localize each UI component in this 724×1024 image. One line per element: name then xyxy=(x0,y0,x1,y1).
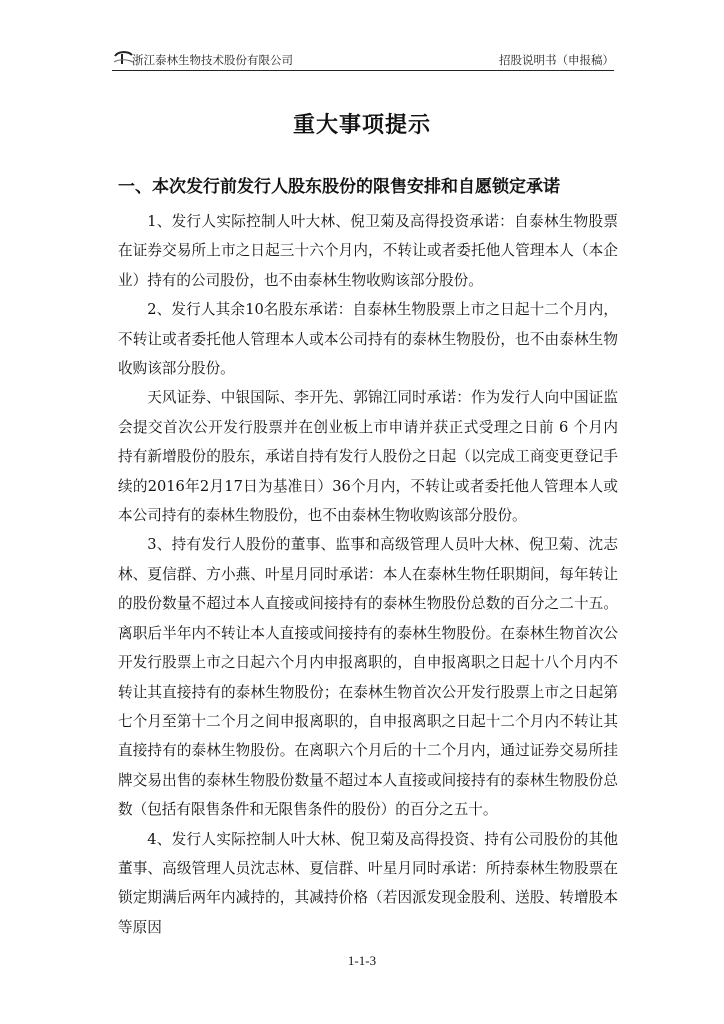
page-title: 重大事项提示 xyxy=(292,113,431,138)
page-header xyxy=(112,48,614,71)
paragraph-3: 天风证券、中银国际、李开先、郭锦江同时承诺：作为发行人向中国证监会提交首次公开发行股票并在创业板上市申请并获正式受理之日前 6 个月内持有新增股份的股东，承诺自持有发行人股份之日起（以完成工商变更登记手续的2016年2月17日为基准日）36个月内，不转让或者委托他人管理本人或本公司持有的泰林生物股份，也不由泰林生物收购该部分股份。 xyxy=(118,389,618,525)
body-text xyxy=(118,207,618,942)
paragraph-1: 1、发行人实际控制人叶大林、倪卫菊及高得投资承诺：自泰林生物股票在证券交易所上市之日起三十六个月内，不转让或者委托他人管理本人（本企业）持有的公司股份，也不由泰林生物收购该部分股份。 xyxy=(118,213,618,289)
company-name: 浙江泰林生物技术股份有限公司 xyxy=(132,53,293,67)
paragraph-4: 3、持有发行人股份的董事、监事和高级管理人员叶大林、倪卫菊、沈志林、夏信群、方小燕、叶星月同时承诺：本人在泰林生物任职期间，每年转让的股份数量不超过本人直接或间接持有的泰林生物股份总数的百分之二十五。离职后半年内不转让本人直接或间接持有的泰林生物股份。在泰林生物首次公开发行股票上市之日起六个月内申报离职的，自申报离职之日起十八个月内不转让其直接持有的泰林生物股份；在泰林生物首次公开发行股票上市之日起第七个月至第十二个月之间申报离职的，自申报离职之日起十二个月内不转让其直接持有的泰林生物股份。在离职六个月后的十二个月内，通过证券交易所挂牌交易出售的泰林生物股份数量不超过本人直接或间接持有的泰林生物股份总数（包括有限售条件和无限售条件的股份）的百分之五十。 xyxy=(118,536,618,819)
company-logo xyxy=(112,50,134,66)
section-heading: 一、本次发行前发行人股东股份的限售安排和自愿锁定承诺 xyxy=(118,177,560,197)
paragraph-2: 2、发行人其余10名股东承诺：自泰林生物股票上市之日起十二个月内，不转让或者委托他人管理本人或本公司持有的泰林生物股份，也不由泰林生物收购该部分股份。 xyxy=(118,301,618,378)
document-type: 招股说明书（申报稿） xyxy=(499,53,614,67)
paragraph-5: 4、发行人实际控制人叶大林、倪卫菊及高得投资、持有公司股份的其他董事、高级管理人员沈志林、夏信群、叶星月同时承诺：所持泰林生物股票在锁定期满后两年内减持的，其减持价格（若因派发现金股利、送股、转增股本等原因 xyxy=(118,830,618,936)
page-number: 1-1-3 xyxy=(347,953,377,968)
